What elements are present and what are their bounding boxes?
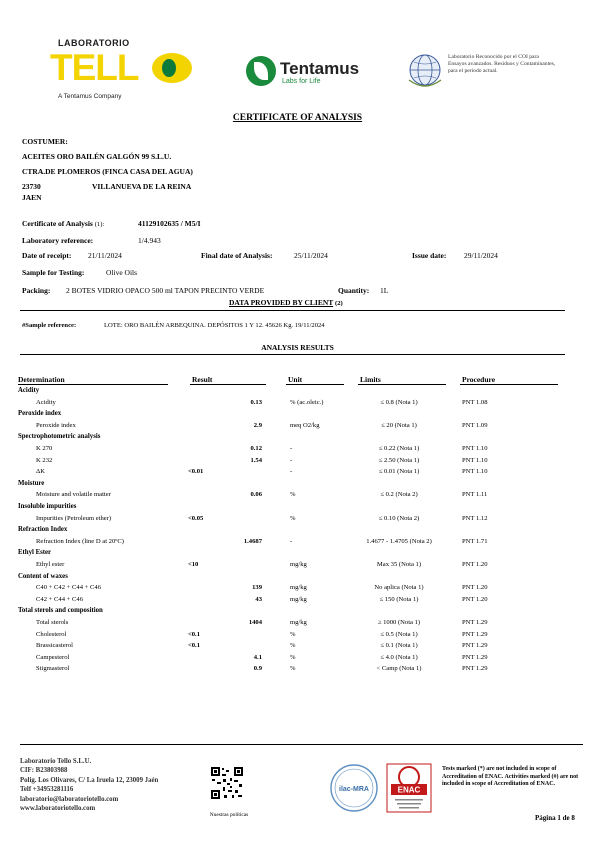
header-underline (190, 384, 266, 385)
table-category: Spectrophotometric analysis (18, 433, 101, 441)
qr-caption: Nuestras políticas (209, 812, 249, 818)
accreditation-note: Tests marked (*) are not included in scope of Accreditation of ENAC. Activities marked (#) are not included in scope of Accreditation of ENAC. (442, 766, 579, 788)
table-category: Insoluble impurities (18, 503, 77, 510)
determination-cell: Refraction Index (line D at 20ºC) (36, 537, 124, 545)
sample-reference: LOTE: ORO BAILÉN ARBEQUINA. DEPÓSITOS 1 Y 12. 45626 Kg. 19/11/2024 (104, 322, 325, 329)
certificate-title: CERTIFICATE OF ANALYSIS (232, 113, 363, 123)
result-cell: <0.1 (188, 642, 200, 650)
result-cell: 0.9 (253, 665, 262, 673)
limit-cell: 1.4677 - 1.4705 (Nota 2) (366, 537, 432, 545)
table-category: Acidity (18, 387, 40, 394)
sample-reference-label: #Sample reference: (22, 322, 77, 329)
limit-cell: ≤ 0.8 (Nota 1) (380, 398, 418, 406)
sample-label: Sample for Testing: (22, 268, 85, 277)
final-date: 25/11/2024 (294, 251, 328, 260)
unit-cell: - (290, 468, 293, 476)
result-cell: 0.06 (250, 491, 262, 499)
logo-subtitle: A Tentamus Company (58, 93, 122, 100)
limit-cell: ≤ 2.50 (Nota 1) (378, 456, 420, 464)
unit-cell: % (290, 653, 296, 661)
result-cell: 4.1 (253, 653, 262, 661)
determination-cell: Cholesterol (36, 630, 67, 638)
determination-cell: C40 + C42 + C44 + C46 (36, 584, 102, 592)
result-cell: 139 (252, 584, 262, 592)
company-email[interactable]: laboratorio@laboratoriotello.com (20, 795, 119, 803)
packing-value: 2 BOTES VIDRIO OPACO 500 ml TAPON PRECINTO VERDE (66, 286, 265, 295)
determination-cell: Acidity (36, 398, 56, 406)
procedure-cell: PNT 1.29 (462, 630, 488, 638)
unit-cell: mg/kg (290, 595, 307, 603)
company-cif: CIF: B23803988 (20, 767, 68, 775)
city: VILLANUEVA DE LA REINA (92, 182, 192, 191)
procedure-cell: PNT 1.11 (462, 491, 488, 499)
procedure-cell: PNT 1.20 (462, 561, 488, 568)
result-cell: <0.1 (188, 630, 200, 638)
unit-cell: % (290, 514, 296, 522)
certificate-number-label: Certificate of Analysis (22, 219, 93, 228)
procedure-cell: PNT 1.10 (462, 468, 488, 476)
footer-divider (20, 744, 583, 745)
unit-cell: - (290, 537, 293, 545)
analysis-results-title: ANALYSIS RESULTS (261, 343, 334, 352)
unit-cell: mg/kg (290, 619, 307, 626)
customer-address: CTRA.DE PLOMEROS (FINCA CASA DEL AGUA) (22, 167, 193, 176)
customer-label: COSTUMER: (22, 137, 68, 146)
procedure-cell: PNT 1.20 (462, 584, 488, 592)
packing-label: Packing: (22, 286, 51, 295)
issue-date: 29/11/2024 (464, 251, 498, 260)
limit-cell: ≤ 0.22 (Nota 1) (378, 445, 420, 452)
result-cell: <0.01 (188, 468, 204, 476)
postal-code: 23730 (22, 182, 41, 191)
unit-cell: - (290, 445, 293, 452)
sample-value: Olive Oils (106, 268, 138, 277)
quantity-label: Quantity: (338, 286, 370, 295)
unit-cell: % (ac.oleic.) (290, 398, 324, 406)
unit-cell: - (290, 456, 293, 464)
determination-cell: Peroxide index (36, 421, 76, 429)
procedure-cell: PNT 1.29 (462, 653, 488, 661)
tentamus-tagline: Labs for Life (282, 78, 321, 85)
company-name: Laboratorio Tello S.L.U. (20, 758, 92, 765)
limit-cell: ≤ 0.2 (Nota 2) (380, 491, 418, 499)
tentamus-name: Tentamus (280, 59, 360, 78)
determination-cell: Ethyl ester (36, 561, 65, 568)
limit-cell: ≤ 20 (Nota 1) (381, 421, 417, 429)
certificate-number: 41129102635 / M5/I (138, 219, 201, 228)
procedure-cell: PNT 1.71 (462, 537, 488, 545)
issue-date-label: Issue date: (412, 251, 447, 260)
limit-cell: Max 35 (Nota 1) (376, 561, 422, 568)
procedure-cell: PNT 1.20 (462, 595, 488, 603)
logo-top-text: LABORATORIO (58, 38, 130, 48)
header-underline (18, 384, 168, 385)
unit-cell: mg/kg (290, 561, 307, 568)
laboratorio-tello-logo (48, 38, 198, 108)
coi-recognition-text: Laboratorio Reconocido por el COI para Ensayos avanzados. Residuos y Contaminantes, para el periodo actual. (448, 54, 556, 74)
result-cell: 43 (255, 595, 262, 603)
leaf-icon (246, 56, 276, 86)
determination-cell: K 232 (36, 456, 53, 464)
divider (20, 354, 565, 355)
limit-cell: < Camp (Nota 1) (376, 665, 422, 673)
result-cell: <0.05 (188, 514, 204, 522)
logo-word: TELL (50, 47, 139, 88)
table-category: Peroxide index (18, 410, 62, 418)
determination-cell: Total sterols (36, 619, 69, 626)
procedure-cell: PNT 1.12 (462, 514, 488, 522)
header-procedure: Procedure (462, 375, 496, 384)
limit-cell: ≤ 0.01 (Nota 1) (378, 468, 420, 476)
laboratory-reference-label: Laboratory reference: (22, 236, 94, 245)
footer-company-info (20, 757, 158, 813)
unit-cell: % (290, 665, 296, 673)
limit-cell: ≤ 150 (Nota 1) (379, 595, 419, 603)
header-underline (460, 384, 558, 385)
determination-cell: Brassicasterol (36, 642, 73, 650)
province: JAEN (22, 193, 42, 202)
determination-cell: Stigmasterol (36, 665, 70, 673)
result-cell: 0.12 (250, 445, 262, 452)
limit-cell: No aplica (Nota 1) (374, 584, 424, 592)
limit-cell: ≤ 0.1 (Nota 1) (380, 642, 418, 650)
limit-cell: ≤ 0.10 (Nota 2) (378, 514, 420, 522)
laboratory-reference: 1/4.943 (138, 236, 161, 245)
result-cell: 1.4687 (243, 537, 262, 545)
procedure-cell: PNT 1.29 (462, 642, 488, 650)
client-data-title-text: DATA PROVIDED BY CLIENT (229, 298, 334, 307)
procedure-cell: PNT 1.08 (462, 398, 488, 406)
table-category: Refraction Index (18, 526, 68, 534)
unit-cell: % (290, 642, 296, 650)
limit-cell: ≥ 1000 (Nota 1) (377, 619, 421, 626)
result-cell: 2.9 (253, 421, 262, 429)
unit-cell: % (290, 491, 296, 499)
table-category: Ethyl Ester (18, 549, 52, 557)
procedure-cell: PNT 1.09 (462, 421, 488, 429)
determination-cell: Moisture and volatile matter (36, 491, 111, 499)
procedure-cell: PNT 1.29 (462, 619, 488, 626)
qr-code-icon[interactable] (210, 766, 244, 800)
table-category: Content of waxes (18, 572, 68, 580)
determination-cell: ΔK (36, 468, 46, 476)
company-address: Polig. Los Olivares, C/ La Iruela 12, 23009 Jaén (20, 776, 159, 784)
receipt-date-label: Date of receipt: (22, 251, 72, 260)
header-limits: Limits (360, 375, 381, 384)
unit-cell: mg/kg (290, 584, 307, 592)
header-underline (286, 384, 344, 385)
procedure-cell: PNT 1.29 (462, 665, 488, 673)
ilac-text: ilac-MRA (339, 786, 369, 793)
tentamus-logo (246, 56, 364, 96)
table-category: Moisture (18, 479, 45, 487)
result-cell: 1404 (248, 619, 262, 626)
limit-cell: ≤ 4.0 (Nota 1) (380, 653, 418, 661)
enac-logo-icon (385, 762, 433, 814)
company-website[interactable]: www.laboratoriotello.com (20, 805, 96, 813)
header-unit: Unit (288, 375, 303, 384)
page-number: Página 1 de 8 (535, 814, 575, 822)
receipt-date: 21/11/2024 (88, 251, 122, 260)
determination-cell: Campesterol (36, 653, 70, 661)
certificate-number-row (22, 219, 104, 228)
unit-cell: % (290, 630, 296, 638)
procedure-cell: PNT 1.10 (462, 456, 488, 464)
result-cell: <10 (188, 561, 199, 568)
determination-cell: K 270 (36, 445, 53, 452)
table-category: Total sterols and composition (18, 607, 103, 615)
client-data-title (229, 298, 343, 307)
coi-globe-icon (405, 52, 445, 88)
header-result: Result (192, 375, 213, 384)
ilac-mra-logo-icon (328, 762, 380, 814)
customer-name: ACEITES ORO BAILÉN GALGÓN 99 S.L.U. (22, 152, 172, 161)
final-date-label: Final date of Analysis: (201, 251, 273, 260)
header-underline (358, 384, 446, 385)
client-data-note: (2) (335, 300, 343, 307)
procedure-cell: PNT 1.10 (462, 445, 488, 452)
limit-cell: ≤ 0.5 (Nota 1) (380, 630, 418, 638)
quantity-value: 1L (380, 286, 389, 295)
header-determination: Determination (18, 375, 65, 384)
company-phone: Telf +34953281116 (20, 786, 74, 794)
determination-cell: C42 + C44 + C46 (36, 595, 84, 603)
enac-text: ENAC (397, 785, 421, 795)
result-cell: 0.13 (250, 398, 262, 406)
result-cell: 1.54 (250, 456, 262, 464)
divider (20, 310, 565, 311)
olive-icon (152, 53, 192, 83)
determination-cell: Impurities (Petroleum ether) (36, 514, 112, 522)
certificate-number-note: (1): (94, 221, 105, 228)
unit-cell: meq O2/kg (290, 421, 320, 429)
